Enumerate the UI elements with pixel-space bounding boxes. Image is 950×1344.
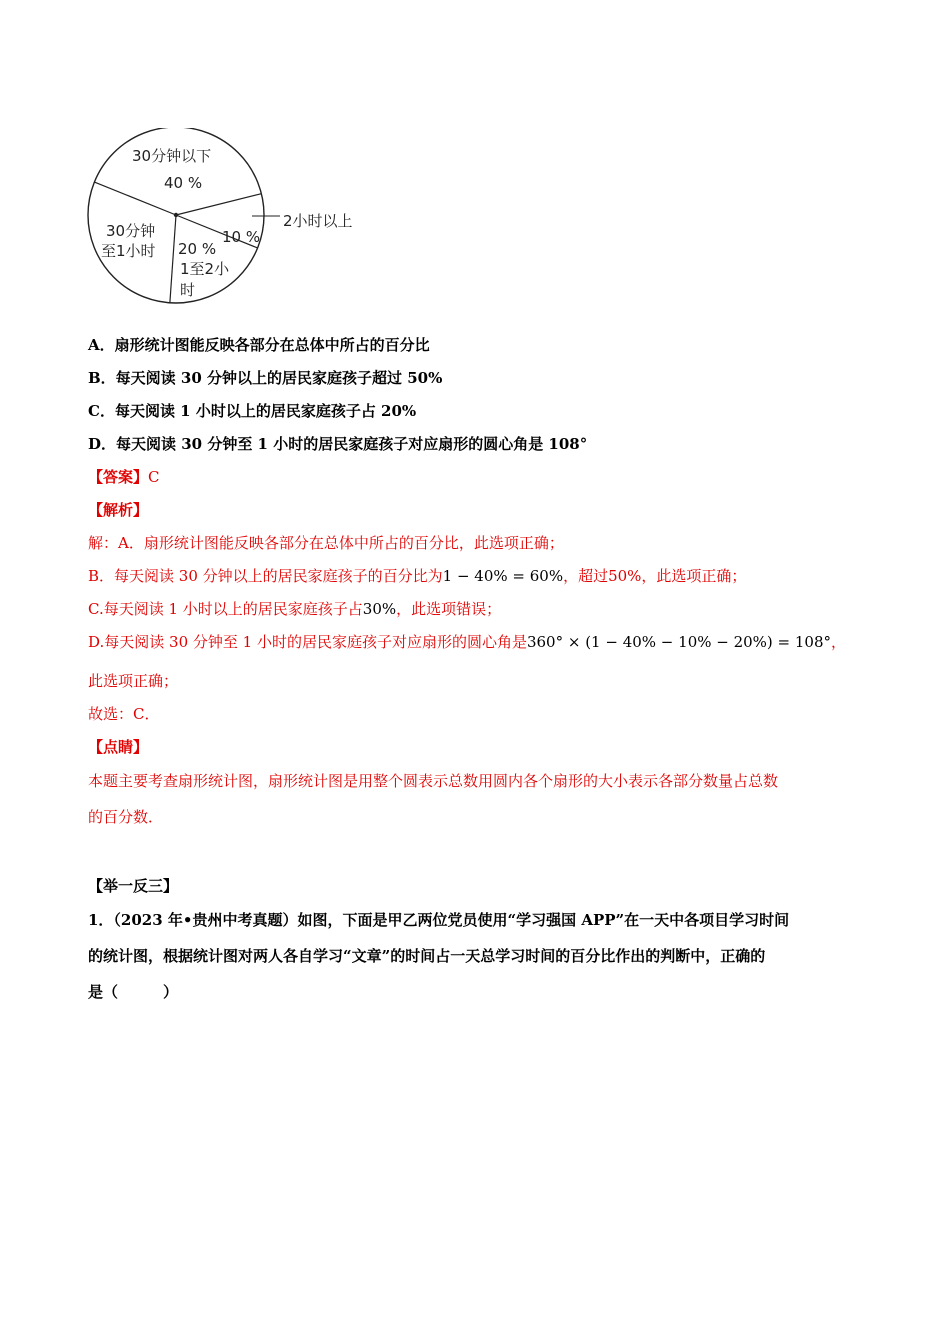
practice-q1-line-1: 1．（2023 年•贵州中考真题）如图，下面是甲乙两位党员使用“学习强国 APP”在一天中各项目学习时间 — [88, 911, 790, 929]
analysis-line-2 — [88, 566, 746, 586]
slice-value-over-2h: 10 % — [222, 228, 261, 246]
analysis-line-4-math: 360° × (1 − 40% − 10% − 20%) = 108° — [526, 633, 832, 651]
boundary-under30-over2h — [176, 194, 261, 215]
slice-label-1-to-2h-line2: 时 — [180, 281, 196, 299]
analysis-line-4 — [88, 632, 846, 652]
option-c: C．每天阅读 1 小时以上的居民家庭孩子占 20% — [88, 402, 417, 420]
comment-line-2: 的百分数． — [88, 808, 164, 826]
analysis-tag: 【解析】 — [88, 501, 149, 519]
analysis-line-1: 解：A．扇形统计图能反映各部分在总体中所占的百分比，此选项正确； — [88, 534, 564, 552]
slice-value-under-30min: 40 % — [164, 174, 203, 192]
analysis-line-3-math: 30% — [362, 600, 397, 618]
option-d: D．每天阅读 30 分钟至 1 小时的居民家庭孩子对应扇形的圆心角是 108° — [88, 435, 588, 453]
slice-value-1-to-2h: 20 % — [178, 240, 217, 258]
analysis-line-2-tail: ，超过50%，此选项正确； — [563, 567, 747, 585]
analysis-line-3-text: C.每天阅读 1 小时以上的居民家庭孩子占 — [88, 600, 363, 618]
answer-line — [88, 467, 160, 487]
slice-label-30min-1h-line2: 至1小时 — [101, 242, 156, 260]
pie-center-dot — [174, 213, 178, 217]
analysis-line-2-text: B．每天阅读 30 分钟以上的居民家庭孩子的百分比为 — [88, 567, 443, 585]
analysis-line-2-math: 1 − 40% = 60% — [442, 567, 564, 585]
slice-label-1-to-2h-line1: 1至2小 — [180, 260, 230, 278]
analysis-line-5: 此选项正确； — [88, 672, 179, 690]
analysis-line-3-tail: ，此选项错误； — [396, 600, 502, 618]
slice-label-30min-1h-line1: 30分钟 — [106, 222, 156, 240]
practice-q1-line-2: 的统计图，根据统计图对两人各自学习“文章”的时间占一天总学习时间的百分比作出的判断中，正确的 — [88, 947, 766, 965]
analysis-line-4-text: D.每天阅读 30 分钟至 1 小时的居民家庭孩子对应扇形的圆心角是 — [88, 633, 527, 651]
practice-q1-line-3: 是（ ） — [88, 983, 179, 1001]
slice-label-over-2h: 2小时以上 — [283, 212, 353, 230]
analysis-line-4-tail: ， — [831, 633, 847, 651]
answer-tag: 【答案】 — [88, 468, 149, 486]
boundary-1to2h-30to60 — [170, 215, 176, 303]
slice-label-under-30min: 30分钟以下 — [132, 147, 212, 165]
analysis-line-3 — [88, 599, 501, 619]
comment-line-1: 本题主要考查扇形统计图，扇形统计图是用整个圆表示总数用圆内各个扇形的大小表示各部分数量占总数 — [88, 772, 779, 790]
reading-time-pie-chart — [80, 128, 370, 318]
practice-tag: 【举一反三】 — [88, 877, 179, 895]
answer-value: C — [148, 468, 160, 486]
comment-tag: 【点睛】 — [88, 738, 149, 756]
option-a: A．扇形统计图能反映各部分在总体中所占的百分比 — [88, 336, 430, 354]
option-b: B．每天阅读 30 分钟以上的居民家庭孩子超过 50% — [88, 369, 443, 387]
analysis-line-6: 故选：C． — [88, 705, 160, 723]
pie-svg — [80, 128, 370, 318]
